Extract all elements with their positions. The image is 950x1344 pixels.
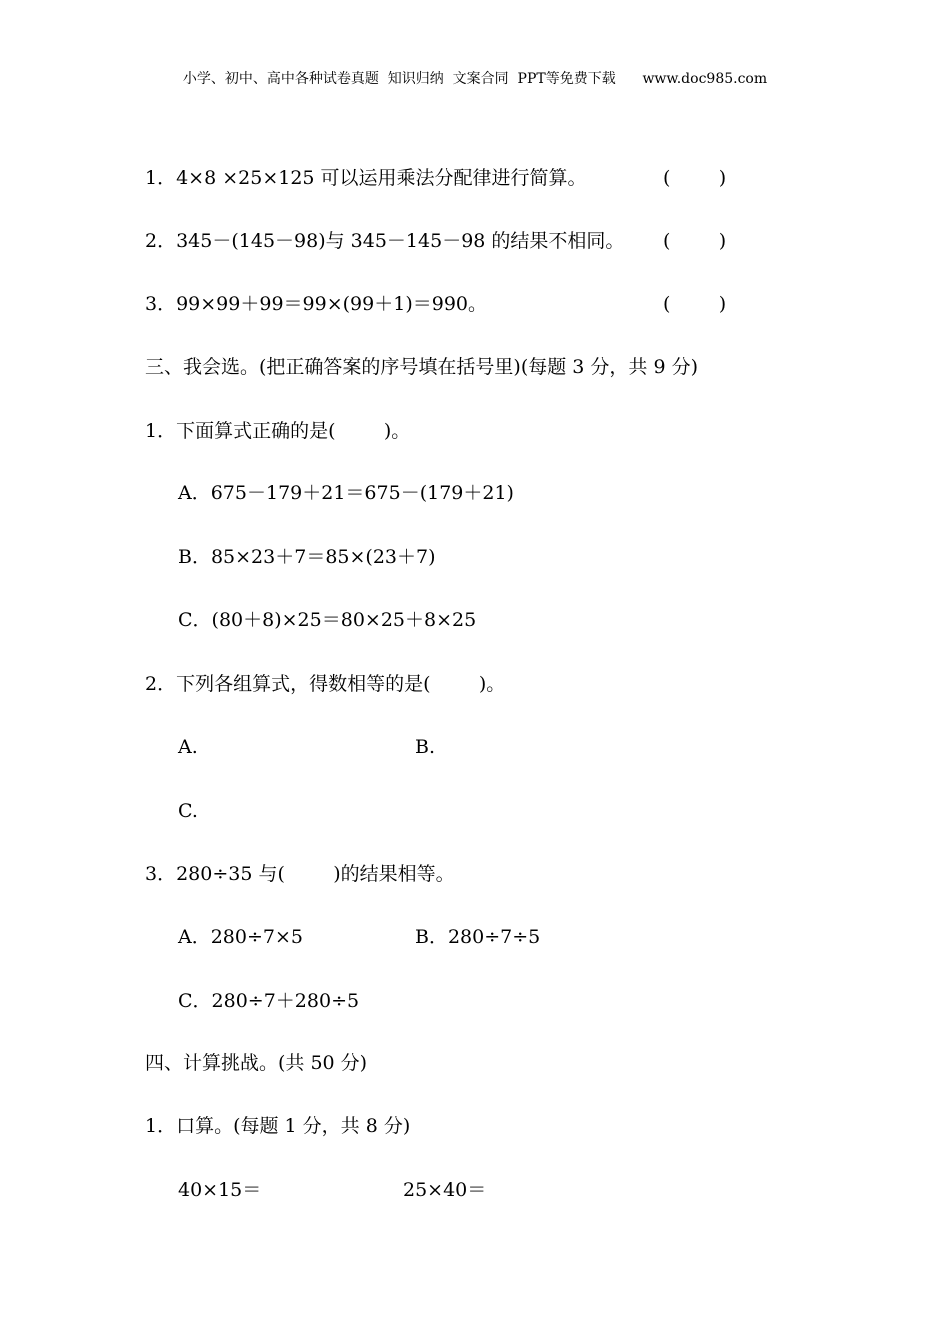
judge-item-2: 2．345－(145－98)与 345－145－98 的结果不相同。: [145, 230, 625, 252]
choice-q1-option-b[interactable]: B．85×23＋7＝85×(23＋7): [178, 546, 436, 568]
choice-q2-option-b[interactable]: B.: [415, 736, 436, 758]
choice-q1-option-a[interactable]: A．675－179＋21＝675－(179＋21): [178, 482, 514, 504]
oral-calc-item-2: 25×40＝: [403, 1179, 487, 1201]
choice-q2-option-c[interactable]: C.: [178, 800, 198, 822]
section-3-title: 三、我会选。(把正确答案的序号填在括号里)(每题 3 分，共 9 分): [145, 356, 698, 378]
judge-item-3: 3．99×99＋99＝99×(99＋1)＝990。: [145, 293, 487, 315]
page-header: 小学、初中、高中各种试卷真题 知识归纳 文案合同 PPT等免费下载 www.doc985.com: [182, 71, 768, 87]
judge-answer-1[interactable]: ( ): [663, 167, 727, 189]
choice-q3-option-b[interactable]: B．280÷7÷5: [415, 926, 541, 948]
judge-answer-2[interactable]: ( ): [663, 230, 727, 252]
choice-q1-option-c[interactable]: C．(80＋8)×25＝80×25＋8×25: [178, 609, 477, 631]
judge-answer-3[interactable]: ( ): [663, 293, 727, 315]
choice-q2-stem: 2．下列各组算式，得数相等的是( )。: [145, 673, 506, 695]
choice-q3-option-c[interactable]: C．280÷7＋280÷5: [178, 990, 360, 1012]
oral-calc-item-1: 40×15＝: [178, 1179, 262, 1201]
oral-calc-stem: 1．口算。(每题 1 分，共 8 分): [145, 1115, 411, 1137]
judge-item-1: 1．4×8 ×25×125 可以运用乘法分配律进行简算。: [145, 167, 587, 189]
choice-q2-option-a[interactable]: A.: [178, 736, 198, 758]
section-4-title: 四、计算挑战。(共 50 分): [145, 1052, 368, 1074]
choice-q3-stem: 3．280÷35 与( )的结果相等。: [145, 863, 455, 885]
choice-q3-option-a[interactable]: A．280÷7×5: [178, 926, 304, 948]
choice-q1-stem: 1．下面算式正确的是( )。: [145, 420, 411, 442]
